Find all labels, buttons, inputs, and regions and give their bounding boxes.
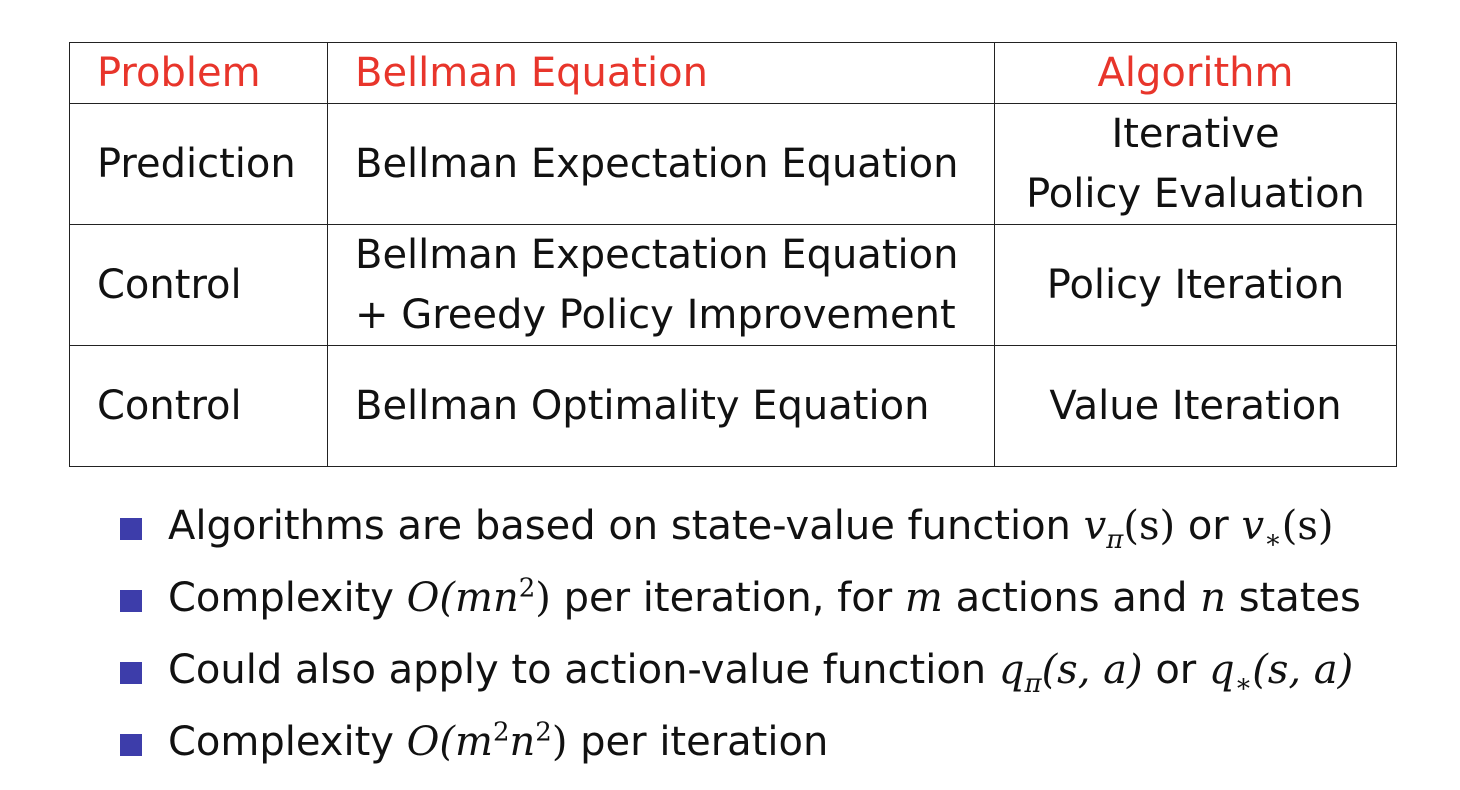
dp-summary-table-wrapper bbox=[69, 42, 1397, 467]
dp-summary-table bbox=[69, 42, 1397, 467]
list-item bbox=[120, 640, 1361, 712]
cell-algorithm-line: Value Iteration bbox=[1049, 383, 1342, 429]
note-connector: or bbox=[1155, 647, 1197, 693]
cell-algorithm-line: Iterative bbox=[1111, 111, 1280, 157]
header-bellman-equation: Bellman Equation bbox=[328, 43, 995, 104]
math-v-star: $v_∗(s)$ bbox=[1241, 503, 1334, 555]
cell-problem: Prediction bbox=[70, 104, 328, 225]
math-var-m: m bbox=[904, 575, 943, 621]
cell-problem: Control bbox=[70, 346, 328, 467]
note-text: Could also apply to action-value function bbox=[168, 647, 987, 693]
cell-algorithm bbox=[995, 225, 1397, 346]
table-row bbox=[70, 346, 1397, 467]
math-q-pi: $q_\pi(s$, a) bbox=[998, 647, 1143, 699]
cell-equation-line: + Greedy Policy Improvement bbox=[355, 292, 956, 338]
math-complexity-mn2: $O(mn^2)$ bbox=[406, 573, 551, 621]
math-var-n: n bbox=[1200, 575, 1226, 621]
math-complexity-m2n2: $O(m^2n^2)$ bbox=[406, 717, 568, 765]
cell-algorithm-line: Policy Iteration bbox=[1046, 262, 1345, 308]
note-text-rest: per iteration, for bbox=[563, 575, 893, 621]
square-bullet-icon bbox=[120, 518, 142, 540]
cell-algorithm bbox=[995, 346, 1397, 467]
list-item bbox=[120, 568, 1361, 640]
square-bullet-icon bbox=[120, 734, 142, 756]
cell-algorithm bbox=[995, 104, 1397, 225]
cell-equation-line: Bellman Expectation Equation bbox=[355, 232, 959, 278]
note-text: Algorithms are based on state-value function bbox=[168, 503, 1071, 549]
header-problem: Problem bbox=[70, 43, 328, 104]
square-bullet-icon bbox=[120, 590, 142, 612]
cell-algorithm-line: Policy Evaluation bbox=[1026, 171, 1365, 217]
cell-equation-line: Bellman Expectation Equation bbox=[355, 141, 959, 187]
header-algorithm: Algorithm bbox=[995, 43, 1397, 104]
note-text-rest: per iteration bbox=[580, 719, 829, 765]
note-text: Complexity bbox=[168, 719, 394, 765]
square-bullet-icon bbox=[120, 662, 142, 684]
cell-equation bbox=[328, 225, 995, 346]
cell-problem: Control bbox=[70, 225, 328, 346]
note-connector: or bbox=[1187, 503, 1229, 549]
table-row bbox=[70, 104, 1397, 225]
math-v-pi: $v_\pi(s)$ bbox=[1083, 503, 1176, 555]
table-header-row bbox=[70, 43, 1397, 104]
cell-equation bbox=[328, 104, 995, 225]
cell-equation-line: Bellman Optimality Equation bbox=[355, 383, 930, 429]
math-q-star: $q_∗(s$, a) bbox=[1208, 647, 1354, 699]
list-item bbox=[120, 712, 1361, 784]
note-text: Complexity bbox=[168, 575, 394, 621]
note-text-rest: actions and bbox=[955, 575, 1188, 621]
table-row bbox=[70, 225, 1397, 346]
notes-list bbox=[120, 496, 1361, 784]
cell-equation bbox=[328, 346, 995, 467]
note-text-rest: states bbox=[1238, 575, 1361, 621]
list-item bbox=[120, 496, 1361, 568]
